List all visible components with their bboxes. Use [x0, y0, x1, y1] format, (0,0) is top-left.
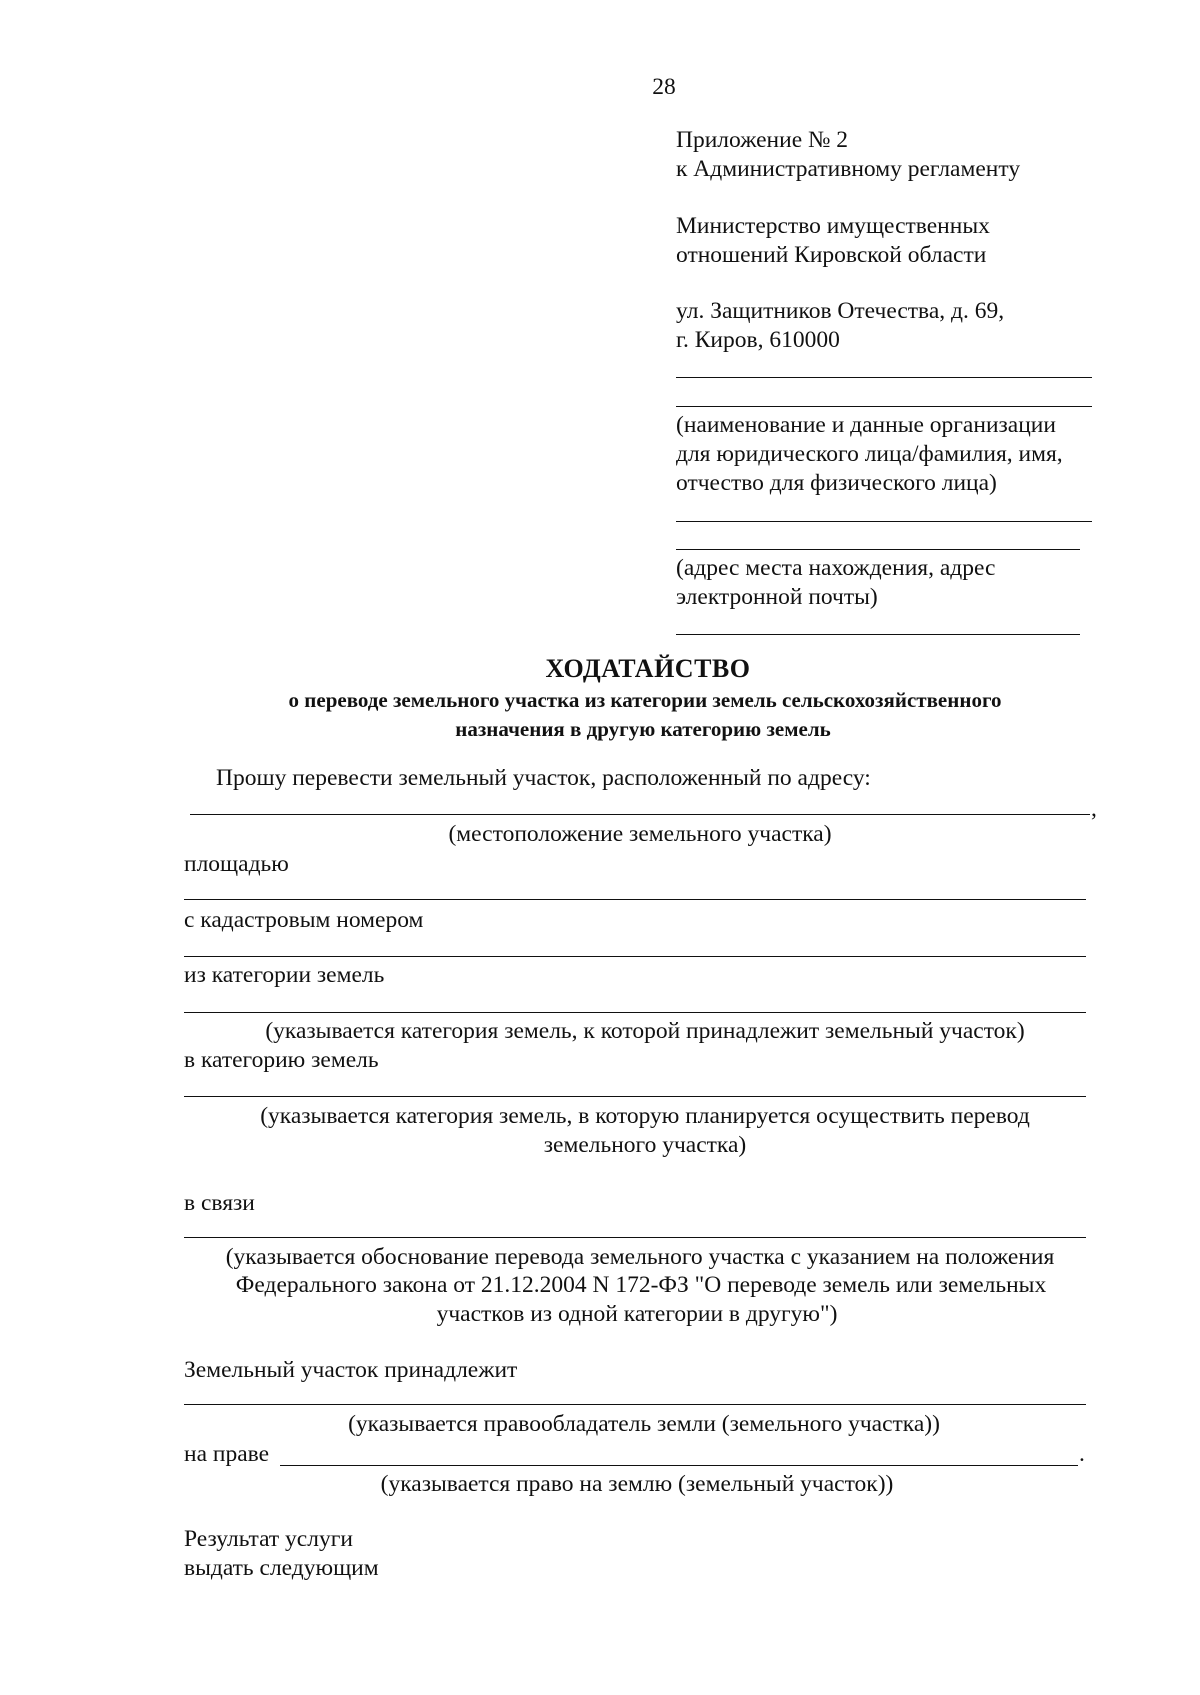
applicant-hint-line-2: для юридического лица/фамилия, имя, — [676, 441, 1063, 467]
reason-hint-line-3: участков из одной категории в другую") — [436, 1301, 838, 1327]
regulation-label: к Административному регламенту — [676, 156, 1021, 182]
area-label: площадью — [184, 851, 289, 877]
reason-label: в связи — [184, 1190, 255, 1216]
from-category-hint: (указывается категория земель, к которой принадлежит земельный участок) — [265, 1018, 1025, 1044]
ministry-line-1: Министерство имущественных — [676, 213, 990, 239]
cadastral-label: с кадастровым номером — [184, 907, 424, 933]
to-category-label: в категорию земель — [184, 1047, 379, 1073]
contact-hint-line-1: (адрес места нахождения, адрес — [676, 555, 996, 581]
applicant-name-line-2 — [676, 406, 1092, 407]
right-period: . — [1079, 1441, 1085, 1467]
applicant-contact-line-2 — [676, 549, 1080, 550]
owner-hint: (указывается правообладатель земли (земельного участка)) — [348, 1411, 940, 1437]
right-label: на праве — [184, 1441, 270, 1467]
result-line-1: Результат услуги — [184, 1526, 353, 1552]
owner-label: Земельный участок принадлежит — [184, 1357, 518, 1383]
contact-hint-line-2: электронной почты) — [676, 584, 878, 610]
reason-hint-line-1: (указывается обоснование перевода земельного участка с указанием на положения — [225, 1244, 1055, 1270]
appendix-label: Приложение № 2 — [676, 127, 849, 153]
reason-line — [184, 1237, 1086, 1238]
page-number: 28 — [652, 74, 676, 100]
from-category-label: из категории земель — [184, 962, 385, 988]
to-category-hint-line-2: земельного участка) — [543, 1132, 747, 1158]
location-line — [190, 814, 1090, 815]
applicant-contact-line-3 — [676, 634, 1080, 635]
right-line — [280, 1465, 1078, 1466]
area-line — [184, 899, 1086, 900]
document-title: ХОДАТАЙСТВО — [545, 654, 751, 683]
address-line-1: ул. Защитников Отечества, д. 69, — [676, 298, 1005, 324]
to-category-hint-line-1: (указывается категория земель, в которую планируется осуществить перевод — [260, 1103, 1030, 1129]
applicant-name-line-1 — [676, 377, 1092, 378]
request-text: Прошу перевести земельный участок, расположенный по адресу: — [216, 765, 871, 791]
result-line-2: выдать следующим — [184, 1555, 379, 1581]
ministry-line-2: отношений Кировской области — [676, 242, 987, 268]
location-hint: (местоположение земельного участка) — [448, 821, 832, 847]
right-hint: (указывается право на землю (земельный участок)) — [380, 1471, 894, 1497]
document-subtitle-line-1: о переводе земельного участка из категории земель сельскохозяйственного — [288, 688, 1002, 712]
to-category-line — [184, 1096, 1086, 1097]
from-category-line — [184, 1012, 1086, 1013]
applicant-contact-line-1 — [676, 521, 1092, 522]
applicant-hint-line-3: отчество для физического лица) — [676, 470, 997, 496]
reason-hint-line-2: Федерального закона от 21.12.2004 N 172-ФЗ "О переводе земель или земельных — [235, 1272, 1047, 1298]
location-comma: , — [1091, 796, 1097, 822]
owner-line — [184, 1404, 1086, 1405]
address-line-2: г. Киров, 610000 — [676, 327, 840, 353]
document-subtitle-line-2: назначения в другую категорию земель — [455, 717, 831, 741]
cadastral-line — [184, 956, 1086, 957]
applicant-hint-line-1: (наименование и данные организации — [676, 412, 1056, 438]
